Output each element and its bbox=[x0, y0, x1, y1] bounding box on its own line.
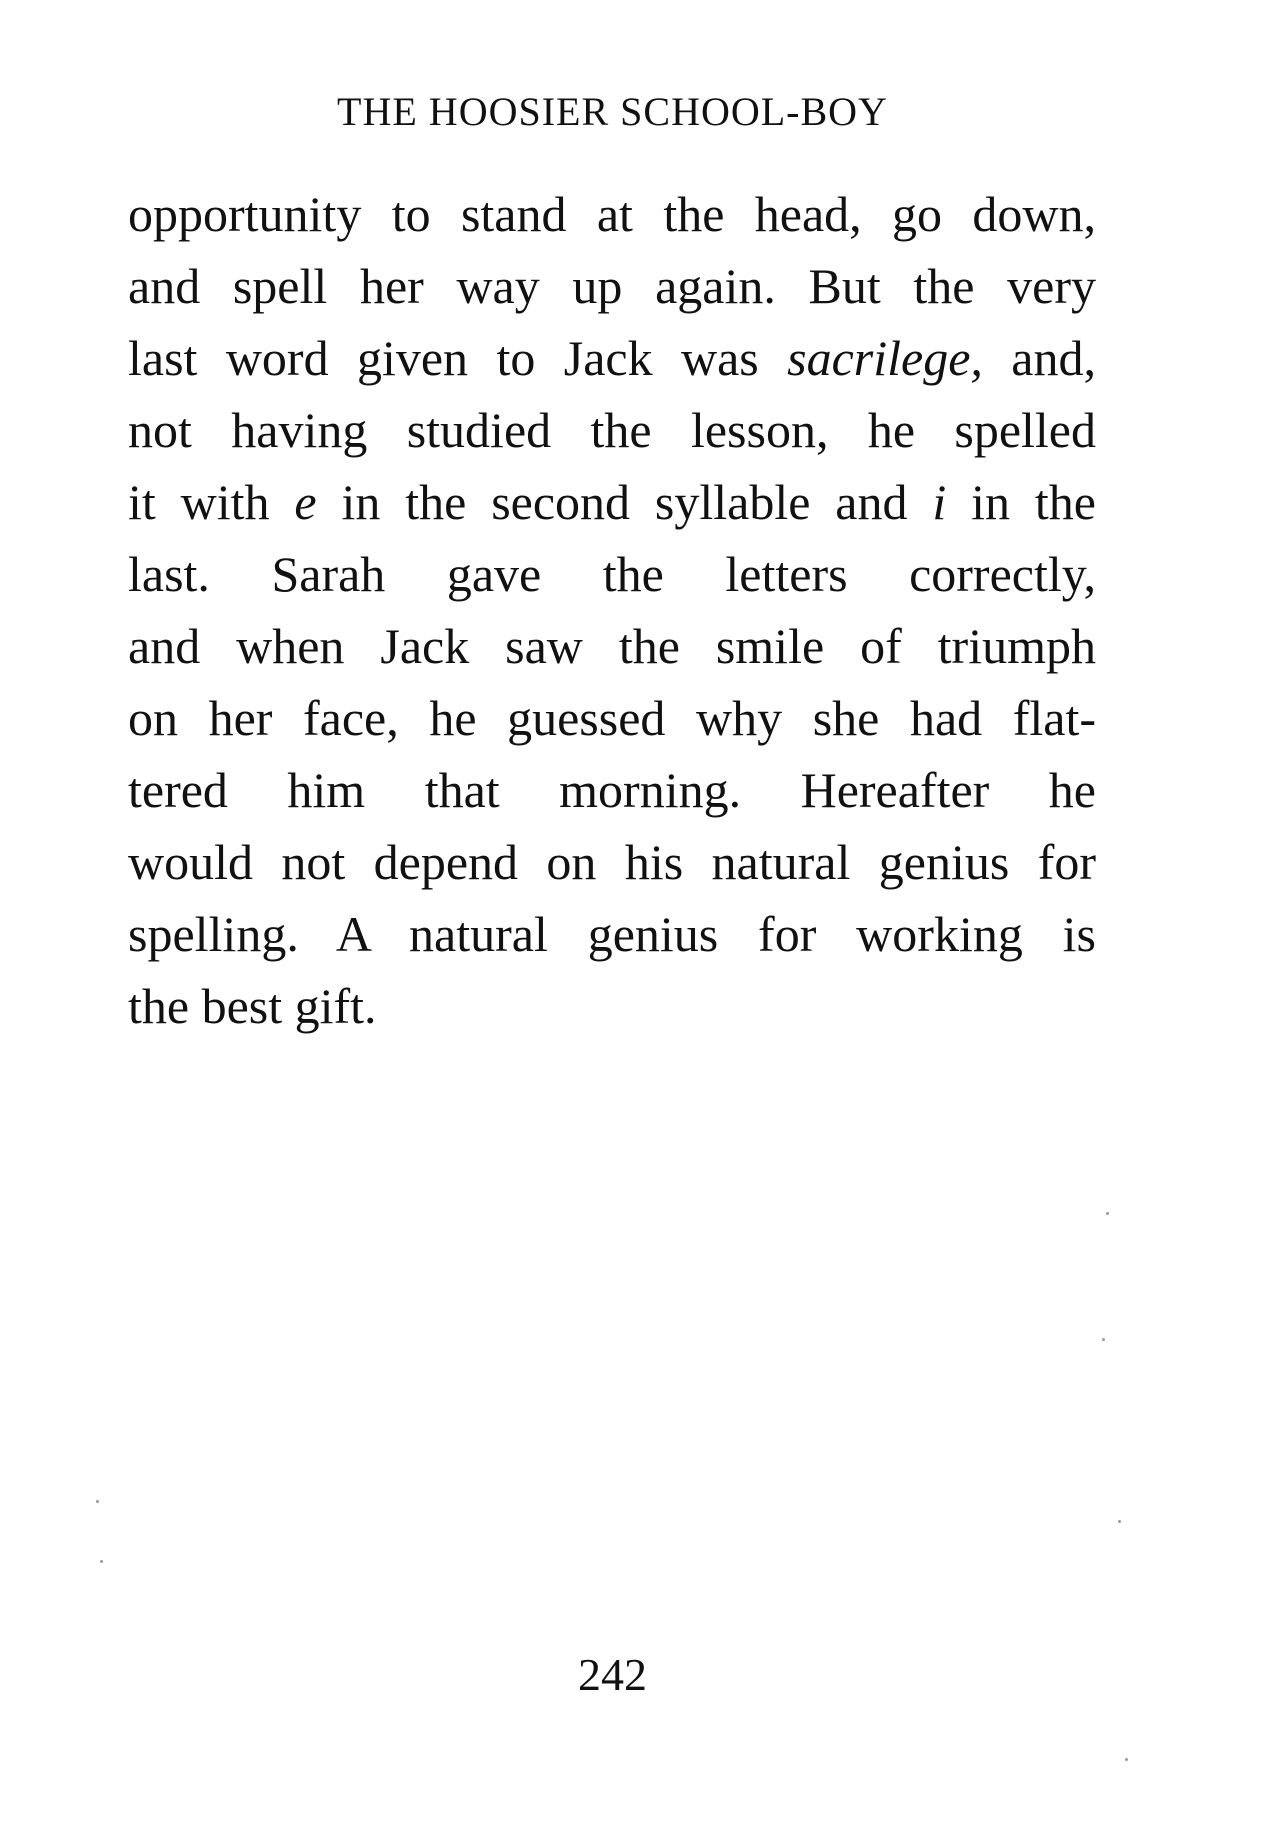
body-paragraph bbox=[128, 178, 1096, 1042]
running-head: THE HOOSIER SCHOOL-BOY bbox=[337, 89, 888, 134]
text-line-12: the best gift. bbox=[128, 978, 377, 1034]
scan-speck bbox=[1106, 1212, 1109, 1215]
text-line-6: last. Sarah gave the letters correctly, bbox=[128, 546, 1096, 602]
text-line-5: it with e in the second syllable and i in the bbox=[128, 474, 1096, 530]
text-line-9: tered him that morning. Hereafter he bbox=[128, 762, 1096, 818]
italic-letter-i: i bbox=[932, 474, 947, 530]
scan-speck bbox=[1125, 1758, 1128, 1761]
text-line-3: last word given to Jack was sacrilege, and, bbox=[128, 330, 1096, 386]
text-line-11: spelling. A natural genius for working is bbox=[128, 906, 1096, 962]
italic-word: sacrilege, bbox=[787, 330, 983, 386]
scan-speck bbox=[100, 1560, 103, 1563]
text-line-1: opportunity to stand at the head, go down, bbox=[128, 186, 1096, 242]
text-line-7: and when Jack saw the smile of triumph bbox=[128, 618, 1096, 674]
page-number: 242 bbox=[578, 1649, 647, 1700]
text-line-2: and spell her way up again. But the very bbox=[128, 258, 1096, 314]
text-line-4: not having studied the lesson, he spelled bbox=[128, 402, 1096, 458]
scan-speck bbox=[96, 1500, 99, 1503]
text-line-10: would not depend on his natural genius for bbox=[128, 834, 1096, 890]
scan-speck bbox=[1102, 1338, 1105, 1341]
text-line-8: on her face, he guessed why she had flat- bbox=[128, 690, 1096, 746]
scan-speck bbox=[1118, 1520, 1121, 1523]
italic-letter-e: e bbox=[294, 474, 317, 530]
